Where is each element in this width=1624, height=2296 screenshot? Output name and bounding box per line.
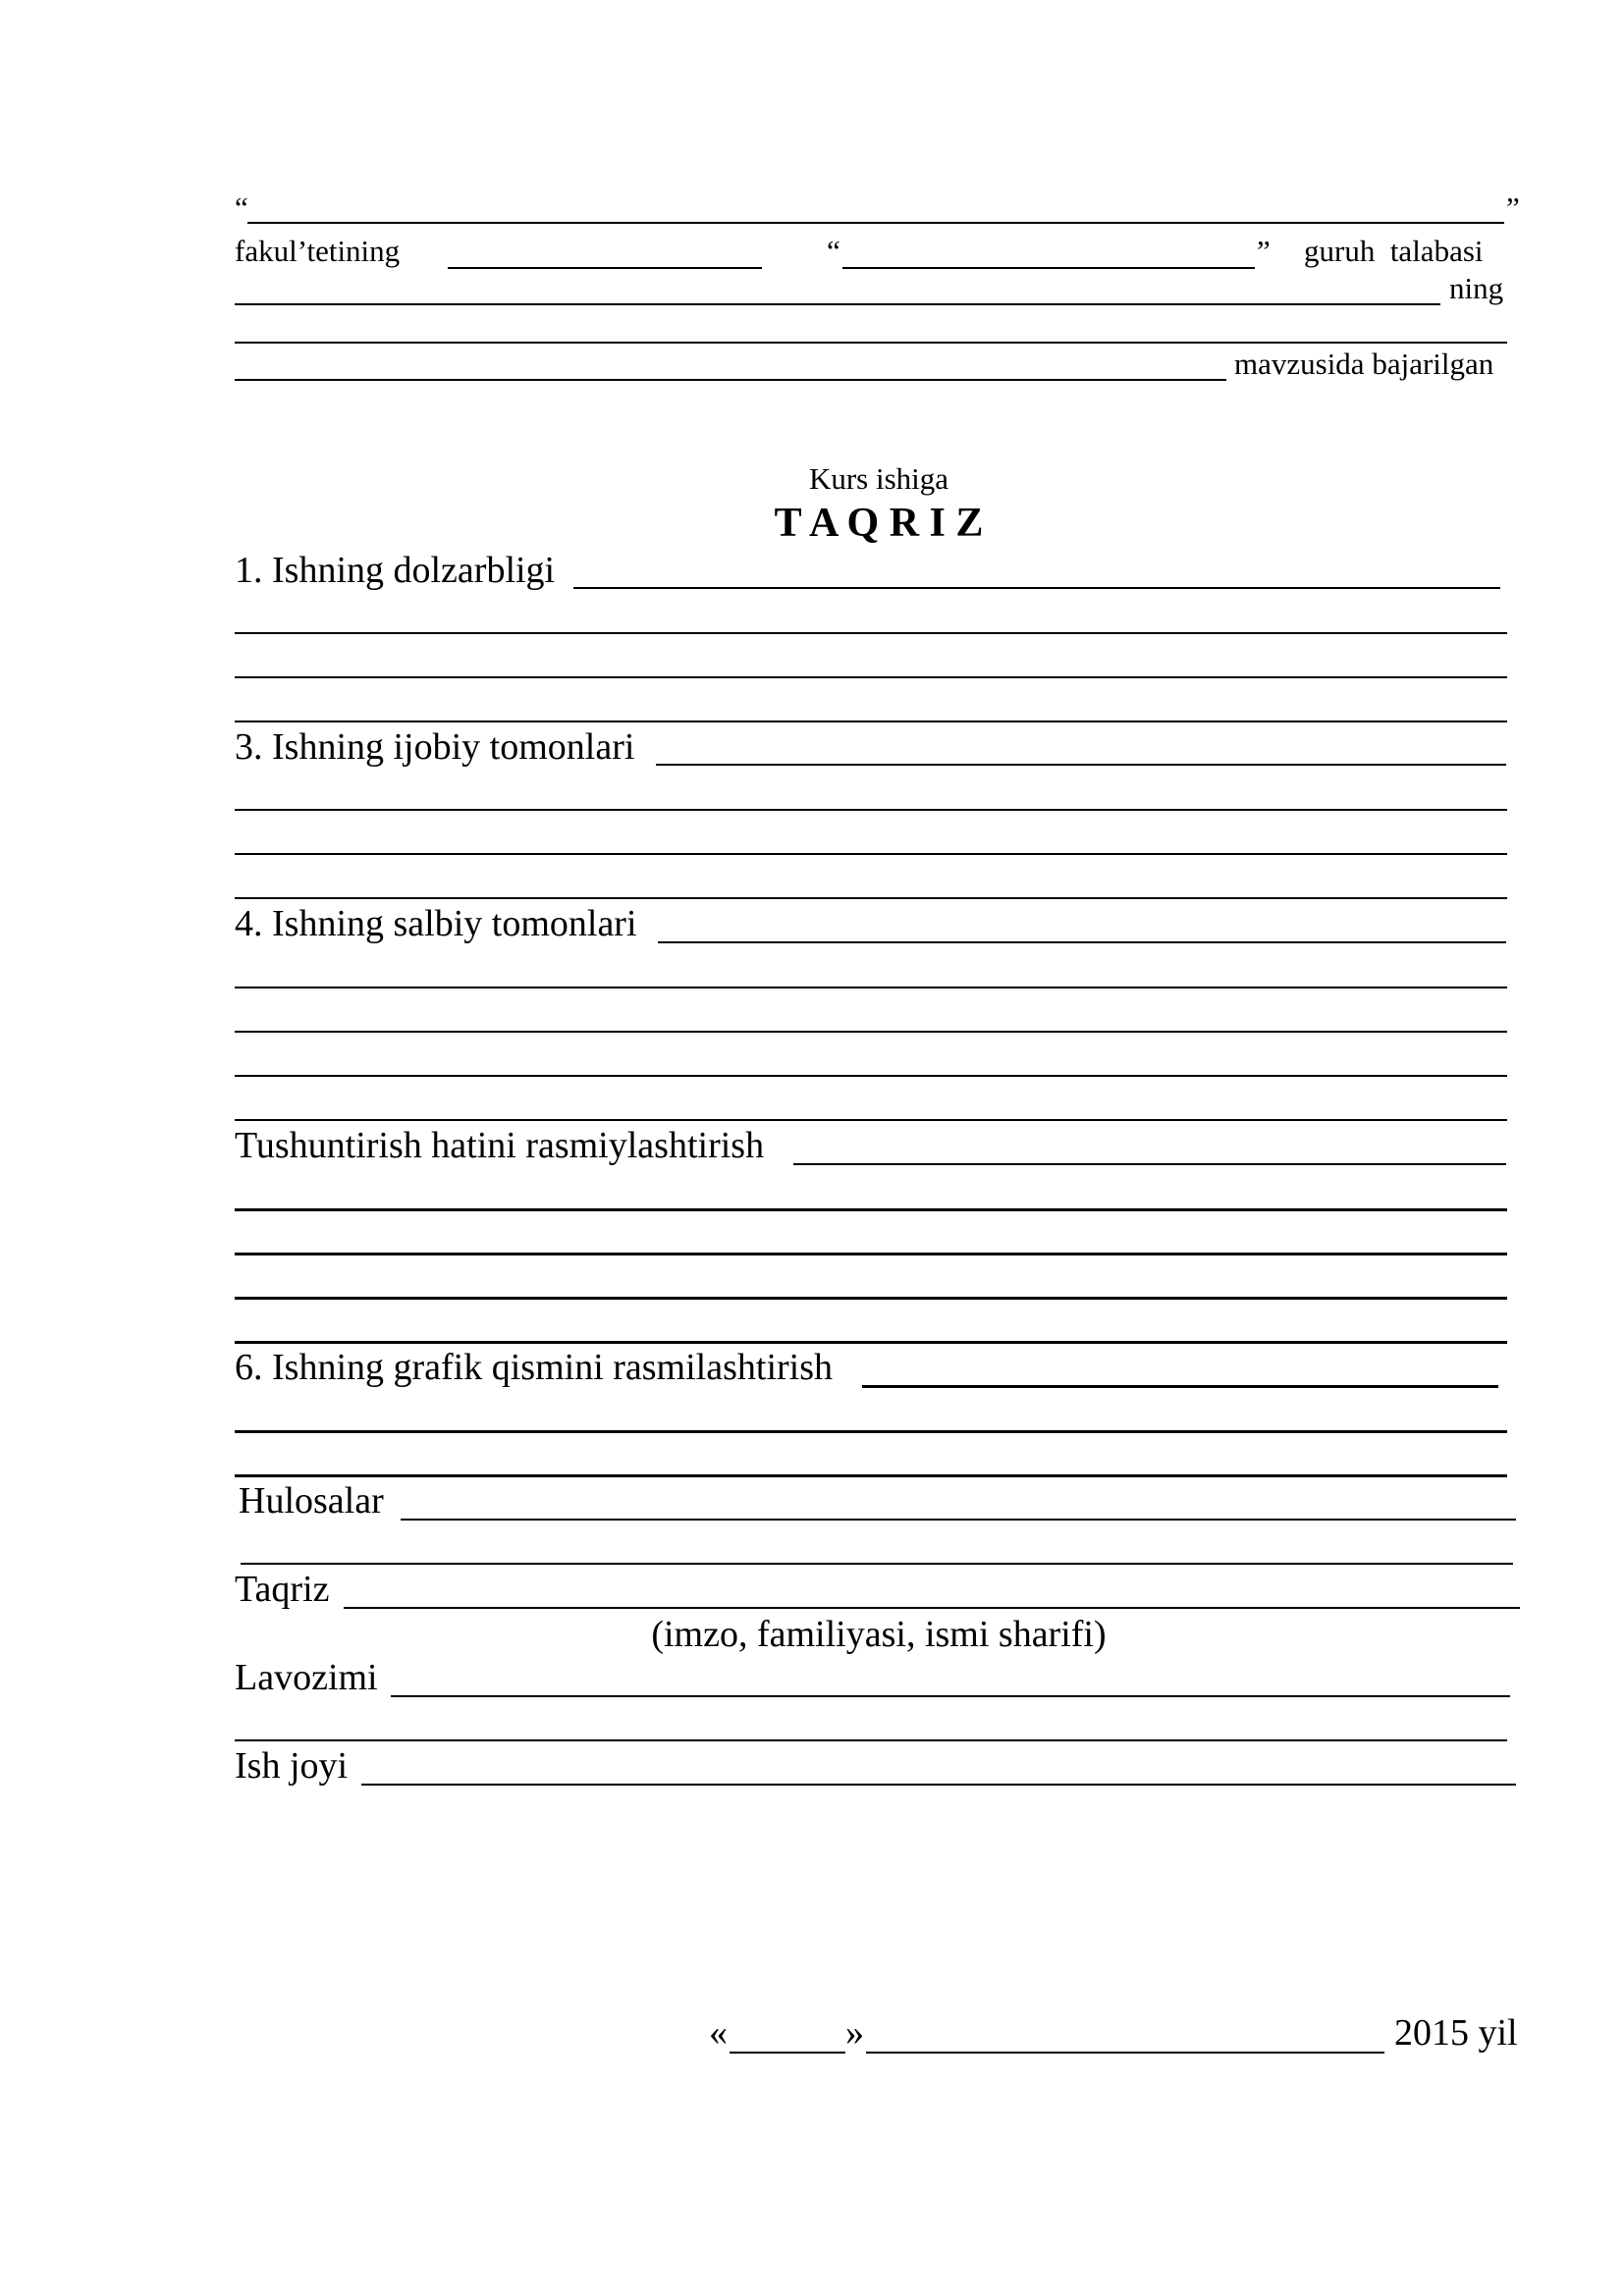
negative-field-line-1[interactable] [658, 941, 1506, 943]
date-year: 2015 yil [1394, 2012, 1518, 2054]
date-day-field[interactable] [730, 2052, 845, 2054]
conclusions-field-line-2[interactable] [241, 1563, 1513, 1565]
negative-field-line-4[interactable] [235, 1075, 1507, 1077]
page-title: T A Q R I Z [774, 501, 984, 546]
position-field-line-1[interactable] [391, 1695, 1510, 1697]
topic-suffix: mavzusida bajarilgan [1234, 347, 1494, 381]
negative-field-line-2[interactable] [235, 987, 1507, 988]
signature-hint: (imzo, familiyasi, ismi sharifi) [651, 1614, 1107, 1655]
title-subtitle: Kurs ishiga [808, 461, 949, 496]
date-open-guillemet: « [709, 2012, 728, 2054]
conclusions-label: Hulosalar [239, 1480, 384, 1522]
explanatory-note-field-line-5[interactable] [235, 1341, 1507, 1344]
date-month-field[interactable] [866, 2052, 1384, 2054]
conclusions-field-line-1[interactable] [401, 1519, 1516, 1521]
positive-field-line-3[interactable] [235, 853, 1507, 855]
workplace-label: Ish joyi [235, 1745, 349, 1787]
explanatory-note-field-line-1[interactable] [793, 1163, 1506, 1165]
graphic-part-field-line-2[interactable] [235, 1430, 1507, 1433]
department-field[interactable] [448, 267, 762, 269]
faculty-label: fakul’tetining [235, 234, 401, 268]
topic-field-line-2[interactable] [235, 379, 1226, 381]
section-positive-label: 3. Ishning ijobiy tomonlari [235, 726, 635, 768]
explanatory-note-field-line-3[interactable] [235, 1253, 1507, 1255]
reviewer-signature-field[interactable] [344, 1607, 1520, 1609]
group-label: guruh talabasi [1304, 234, 1484, 268]
workplace-field[interactable] [361, 1784, 1516, 1786]
negative-field-line-3[interactable] [235, 1031, 1507, 1033]
relevance-field-line-4[interactable] [235, 721, 1507, 722]
header-close-quote: ” [1506, 190, 1520, 225]
date-close-guillemet: » [845, 2012, 864, 2054]
student-suffix: ning [1449, 271, 1504, 305]
relevance-field-line-1[interactable] [573, 587, 1500, 589]
position-field-line-2[interactable] [235, 1739, 1507, 1741]
reviewer-label: Taqriz [235, 1569, 330, 1610]
group-open-quote: “ [827, 234, 840, 268]
graphic-part-field-line-3[interactable] [235, 1474, 1507, 1477]
explanatory-note-field-line-2[interactable] [235, 1208, 1507, 1211]
topic-field-line-1[interactable] [235, 342, 1507, 344]
graphic-part-field-line-1[interactable] [862, 1385, 1498, 1388]
student-name-field[interactable] [235, 303, 1440, 305]
header-faculty-name-field[interactable] [247, 222, 1504, 224]
group-number-field[interactable] [842, 267, 1255, 269]
position-label: Lavozimi [235, 1657, 378, 1698]
positive-field-line-4[interactable] [235, 897, 1507, 899]
header-open-quote: “ [235, 190, 248, 225]
explanatory-note-field-line-4[interactable] [235, 1297, 1507, 1300]
positive-field-line-1[interactable] [656, 764, 1506, 766]
section-explanatory-note-label: Tushuntirish hatini rasmiylashtirish [235, 1125, 765, 1166]
section-graphic-part-label: 6. Ishning grafik qismini rasmilashtirish [235, 1347, 834, 1388]
relevance-field-line-3[interactable] [235, 676, 1507, 678]
group-close-quote: ” [1257, 234, 1271, 268]
negative-field-line-5[interactable] [235, 1119, 1507, 1121]
section-relevance-label: 1. Ishning dolzarbligi [235, 550, 556, 591]
positive-field-line-2[interactable] [235, 809, 1507, 811]
section-negative-label: 4. Ishning salbiy tomonlari [235, 903, 637, 944]
relevance-field-line-2[interactable] [235, 632, 1507, 634]
